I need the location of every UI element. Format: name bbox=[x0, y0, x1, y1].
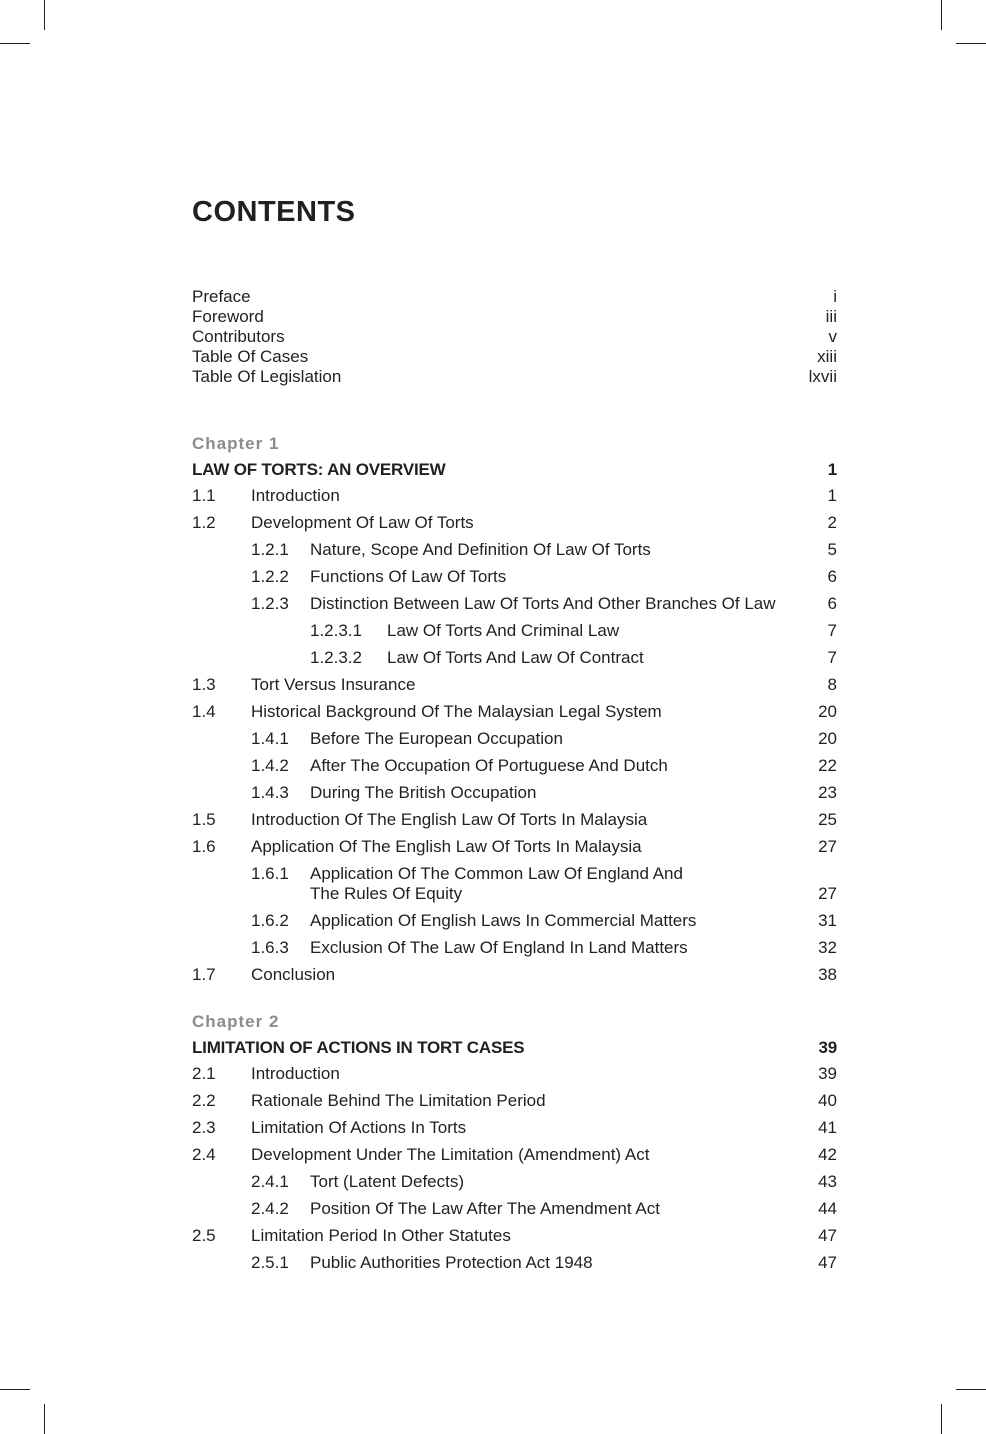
crop-mark bbox=[941, 0, 942, 30]
entry-title: Development Of Law Of Torts bbox=[251, 513, 474, 532]
entry-page: 22 bbox=[818, 756, 837, 775]
entry-number: 2.4.2 bbox=[251, 1199, 289, 1218]
toc-entry[interactable] bbox=[192, 648, 837, 675]
chapter-2-section bbox=[192, 1011, 837, 1280]
entry-page: 47 bbox=[818, 1253, 837, 1272]
entry-page: 47 bbox=[818, 1226, 837, 1245]
toc-entry[interactable] bbox=[192, 621, 837, 648]
entry-page: 31 bbox=[818, 911, 837, 930]
entry-title: Law Of Torts And Law Of Contract bbox=[387, 648, 644, 667]
toc-entry[interactable] bbox=[192, 702, 837, 729]
toc-entry[interactable] bbox=[192, 810, 837, 837]
entry-number: 2.1 bbox=[192, 1064, 216, 1083]
entry-number: 1.6.3 bbox=[251, 938, 289, 957]
entry-page: 27 bbox=[818, 884, 837, 903]
entry-title: Limitation Period In Other Statutes bbox=[251, 1226, 511, 1245]
entry-title: Application Of The English Law Of Torts In Malaysia bbox=[251, 837, 642, 856]
entry-number: 1.5 bbox=[192, 810, 216, 829]
entry-page: 7 bbox=[827, 648, 837, 667]
crop-mark bbox=[956, 43, 986, 44]
entry-number: 1.6 bbox=[192, 837, 216, 856]
toc-entry[interactable] bbox=[192, 540, 837, 567]
front-matter-page: v bbox=[828, 327, 837, 346]
crop-mark bbox=[44, 1404, 45, 1434]
toc-entry[interactable] bbox=[192, 1118, 837, 1145]
crop-mark bbox=[0, 1389, 30, 1390]
entry-number: 2.5 bbox=[192, 1226, 216, 1245]
entry-number: 1.6.1 bbox=[251, 864, 289, 883]
entry-page: 27 bbox=[818, 837, 837, 856]
chapter-title: LIMITATION OF ACTIONS IN TORT CASES bbox=[192, 1038, 525, 1057]
entry-number: 1.2.3.2 bbox=[310, 648, 362, 667]
entry-page: 5 bbox=[827, 540, 837, 559]
entry-title: Law Of Torts And Criminal Law bbox=[387, 621, 620, 640]
entry-page: 6 bbox=[827, 567, 837, 586]
entry-number: 1.7 bbox=[192, 965, 216, 984]
entry-title: After The Occupation Of Portuguese And Dutch bbox=[310, 756, 668, 775]
entry-page: 20 bbox=[818, 702, 837, 721]
crop-mark bbox=[956, 1389, 986, 1390]
entry-number: 1.4.3 bbox=[251, 783, 289, 802]
front-matter-list bbox=[192, 287, 837, 387]
entry-page: 7 bbox=[827, 621, 837, 640]
front-matter-page: iii bbox=[825, 307, 837, 326]
entry-title: Historical Background Of The Malaysian Legal System bbox=[251, 702, 662, 721]
toc-entry[interactable] bbox=[192, 1172, 837, 1199]
entry-title-line: The Rules Of Equity bbox=[310, 884, 463, 903]
front-matter-label: Table Of Cases bbox=[192, 347, 309, 366]
entry-number: 1.4 bbox=[192, 702, 216, 721]
entry-page: 44 bbox=[818, 1199, 837, 1218]
entry-number: 1.4.2 bbox=[251, 756, 289, 775]
entry-number: 2.5.1 bbox=[251, 1253, 289, 1272]
front-matter-item[interactable] bbox=[192, 367, 837, 387]
entry-title bbox=[310, 864, 807, 904]
toc-entry[interactable] bbox=[192, 965, 837, 992]
entry-page: 23 bbox=[818, 783, 837, 802]
front-matter-item[interactable] bbox=[192, 307, 837, 327]
toc-entry[interactable] bbox=[192, 864, 837, 911]
crop-mark bbox=[44, 0, 45, 30]
entry-page: 40 bbox=[818, 1091, 837, 1110]
entry-title-line: Application Of The Common Law Of England And bbox=[310, 864, 683, 883]
entry-title: Tort (Latent Defects) bbox=[310, 1172, 465, 1191]
entry-title: Introduction bbox=[251, 486, 340, 505]
entry-number: 1.2 bbox=[192, 513, 216, 532]
entry-page: 20 bbox=[818, 729, 837, 748]
toc-entry[interactable] bbox=[192, 1226, 837, 1253]
toc-entry[interactable] bbox=[192, 1253, 837, 1280]
front-matter-page: lxvii bbox=[808, 367, 837, 386]
entry-title: Nature, Scope And Definition Of Law Of Torts bbox=[310, 540, 651, 559]
entry-page: 25 bbox=[818, 810, 837, 829]
front-matter-label: Contributors bbox=[192, 327, 285, 346]
front-matter-item[interactable] bbox=[192, 287, 837, 307]
entry-title: During The British Occupation bbox=[310, 783, 537, 802]
entry-title: Limitation Of Actions In Torts bbox=[251, 1118, 467, 1137]
entry-title: Exclusion Of The Law Of England In Land Matters bbox=[310, 938, 688, 957]
toc-entry[interactable] bbox=[192, 1199, 837, 1226]
entry-number: 1.4.1 bbox=[251, 729, 289, 748]
entry-page: 32 bbox=[818, 938, 837, 957]
page-title: CONTENTS bbox=[192, 196, 356, 228]
toc-entry[interactable] bbox=[192, 729, 837, 756]
entry-title: Rationale Behind The Limitation Period bbox=[251, 1091, 546, 1110]
toc-entry[interactable] bbox=[192, 486, 837, 513]
chapter-1-section bbox=[192, 433, 837, 992]
entry-title: Before The European Occupation bbox=[310, 729, 563, 748]
chapter-title: LAW OF TORTS: AN OVERVIEW bbox=[192, 460, 446, 479]
entry-number: 1.1 bbox=[192, 486, 216, 505]
entry-title: Development Under The Limitation (Amendment) Act bbox=[251, 1145, 650, 1164]
chapter-label: Chapter 2 bbox=[192, 1012, 280, 1031]
toc-entry[interactable] bbox=[192, 1145, 837, 1172]
entry-number: 1.6.2 bbox=[251, 911, 289, 930]
entry-page: 1 bbox=[827, 486, 837, 505]
entry-number: 2.3 bbox=[192, 1118, 216, 1137]
entry-page: 6 bbox=[827, 594, 837, 613]
entry-title: Public Authorities Protection Act 1948 bbox=[310, 1253, 593, 1272]
chapter-title-row[interactable] bbox=[192, 1037, 837, 1064]
front-matter-page: xiii bbox=[817, 347, 837, 366]
entry-number: 2.4.1 bbox=[251, 1172, 289, 1191]
entry-title: Application Of English Laws In Commercial Matters bbox=[310, 911, 697, 930]
crop-mark bbox=[0, 43, 30, 44]
toc-entry[interactable] bbox=[192, 594, 837, 621]
entry-title: Functions Of Law Of Torts bbox=[310, 567, 507, 586]
chapter-title-row[interactable] bbox=[192, 459, 837, 486]
toc-entry[interactable] bbox=[192, 911, 837, 938]
chapter-label: Chapter 1 bbox=[192, 434, 280, 453]
crop-mark bbox=[941, 1404, 942, 1434]
toc-entry[interactable] bbox=[192, 675, 837, 702]
entry-number: 2.2 bbox=[192, 1091, 216, 1110]
entry-title: Conclusion bbox=[251, 965, 336, 984]
toc-entry[interactable] bbox=[192, 513, 837, 540]
toc-entry[interactable] bbox=[192, 783, 837, 810]
entry-page: 39 bbox=[818, 1064, 837, 1083]
front-matter-item[interactable] bbox=[192, 347, 837, 367]
entry-title: Distinction Between Law Of Torts And Other Branches Of Law bbox=[310, 594, 776, 613]
entry-page: 41 bbox=[818, 1118, 837, 1137]
front-matter-label: Preface bbox=[192, 287, 251, 306]
entry-page: 43 bbox=[818, 1172, 837, 1191]
front-matter-label: Table Of Legislation bbox=[192, 367, 342, 386]
entry-page: 2 bbox=[827, 513, 837, 532]
front-matter-label: Foreword bbox=[192, 307, 264, 326]
toc-entry[interactable] bbox=[192, 1091, 837, 1118]
entry-page: 42 bbox=[818, 1145, 837, 1164]
entry-page: 8 bbox=[827, 675, 837, 694]
entry-page: 38 bbox=[818, 965, 837, 984]
entry-number: 1.2.1 bbox=[251, 540, 289, 559]
entry-title: Introduction Of The English Law Of Torts In Malaysia bbox=[251, 810, 648, 829]
chapter-page: 1 bbox=[827, 460, 837, 479]
entry-number: 1.3 bbox=[192, 675, 216, 694]
front-matter-item[interactable] bbox=[192, 327, 837, 347]
front-matter-page: i bbox=[833, 287, 837, 306]
chapter-page: 39 bbox=[818, 1038, 837, 1057]
entry-title: Introduction bbox=[251, 1064, 340, 1083]
entry-title: Tort Versus Insurance bbox=[251, 675, 416, 694]
toc-entry[interactable] bbox=[192, 1064, 837, 1091]
entry-number: 1.2.2 bbox=[251, 567, 289, 586]
entry-number: 2.4 bbox=[192, 1145, 216, 1164]
entry-number: 1.2.3.1 bbox=[310, 621, 362, 640]
entry-title: Position Of The Law After The Amendment Act bbox=[310, 1199, 660, 1218]
toc-entry[interactable] bbox=[192, 938, 837, 965]
toc-entry[interactable] bbox=[192, 567, 837, 594]
toc-entry[interactable] bbox=[192, 756, 837, 783]
entry-number: 1.2.3 bbox=[251, 594, 289, 613]
toc-entry[interactable] bbox=[192, 837, 837, 864]
